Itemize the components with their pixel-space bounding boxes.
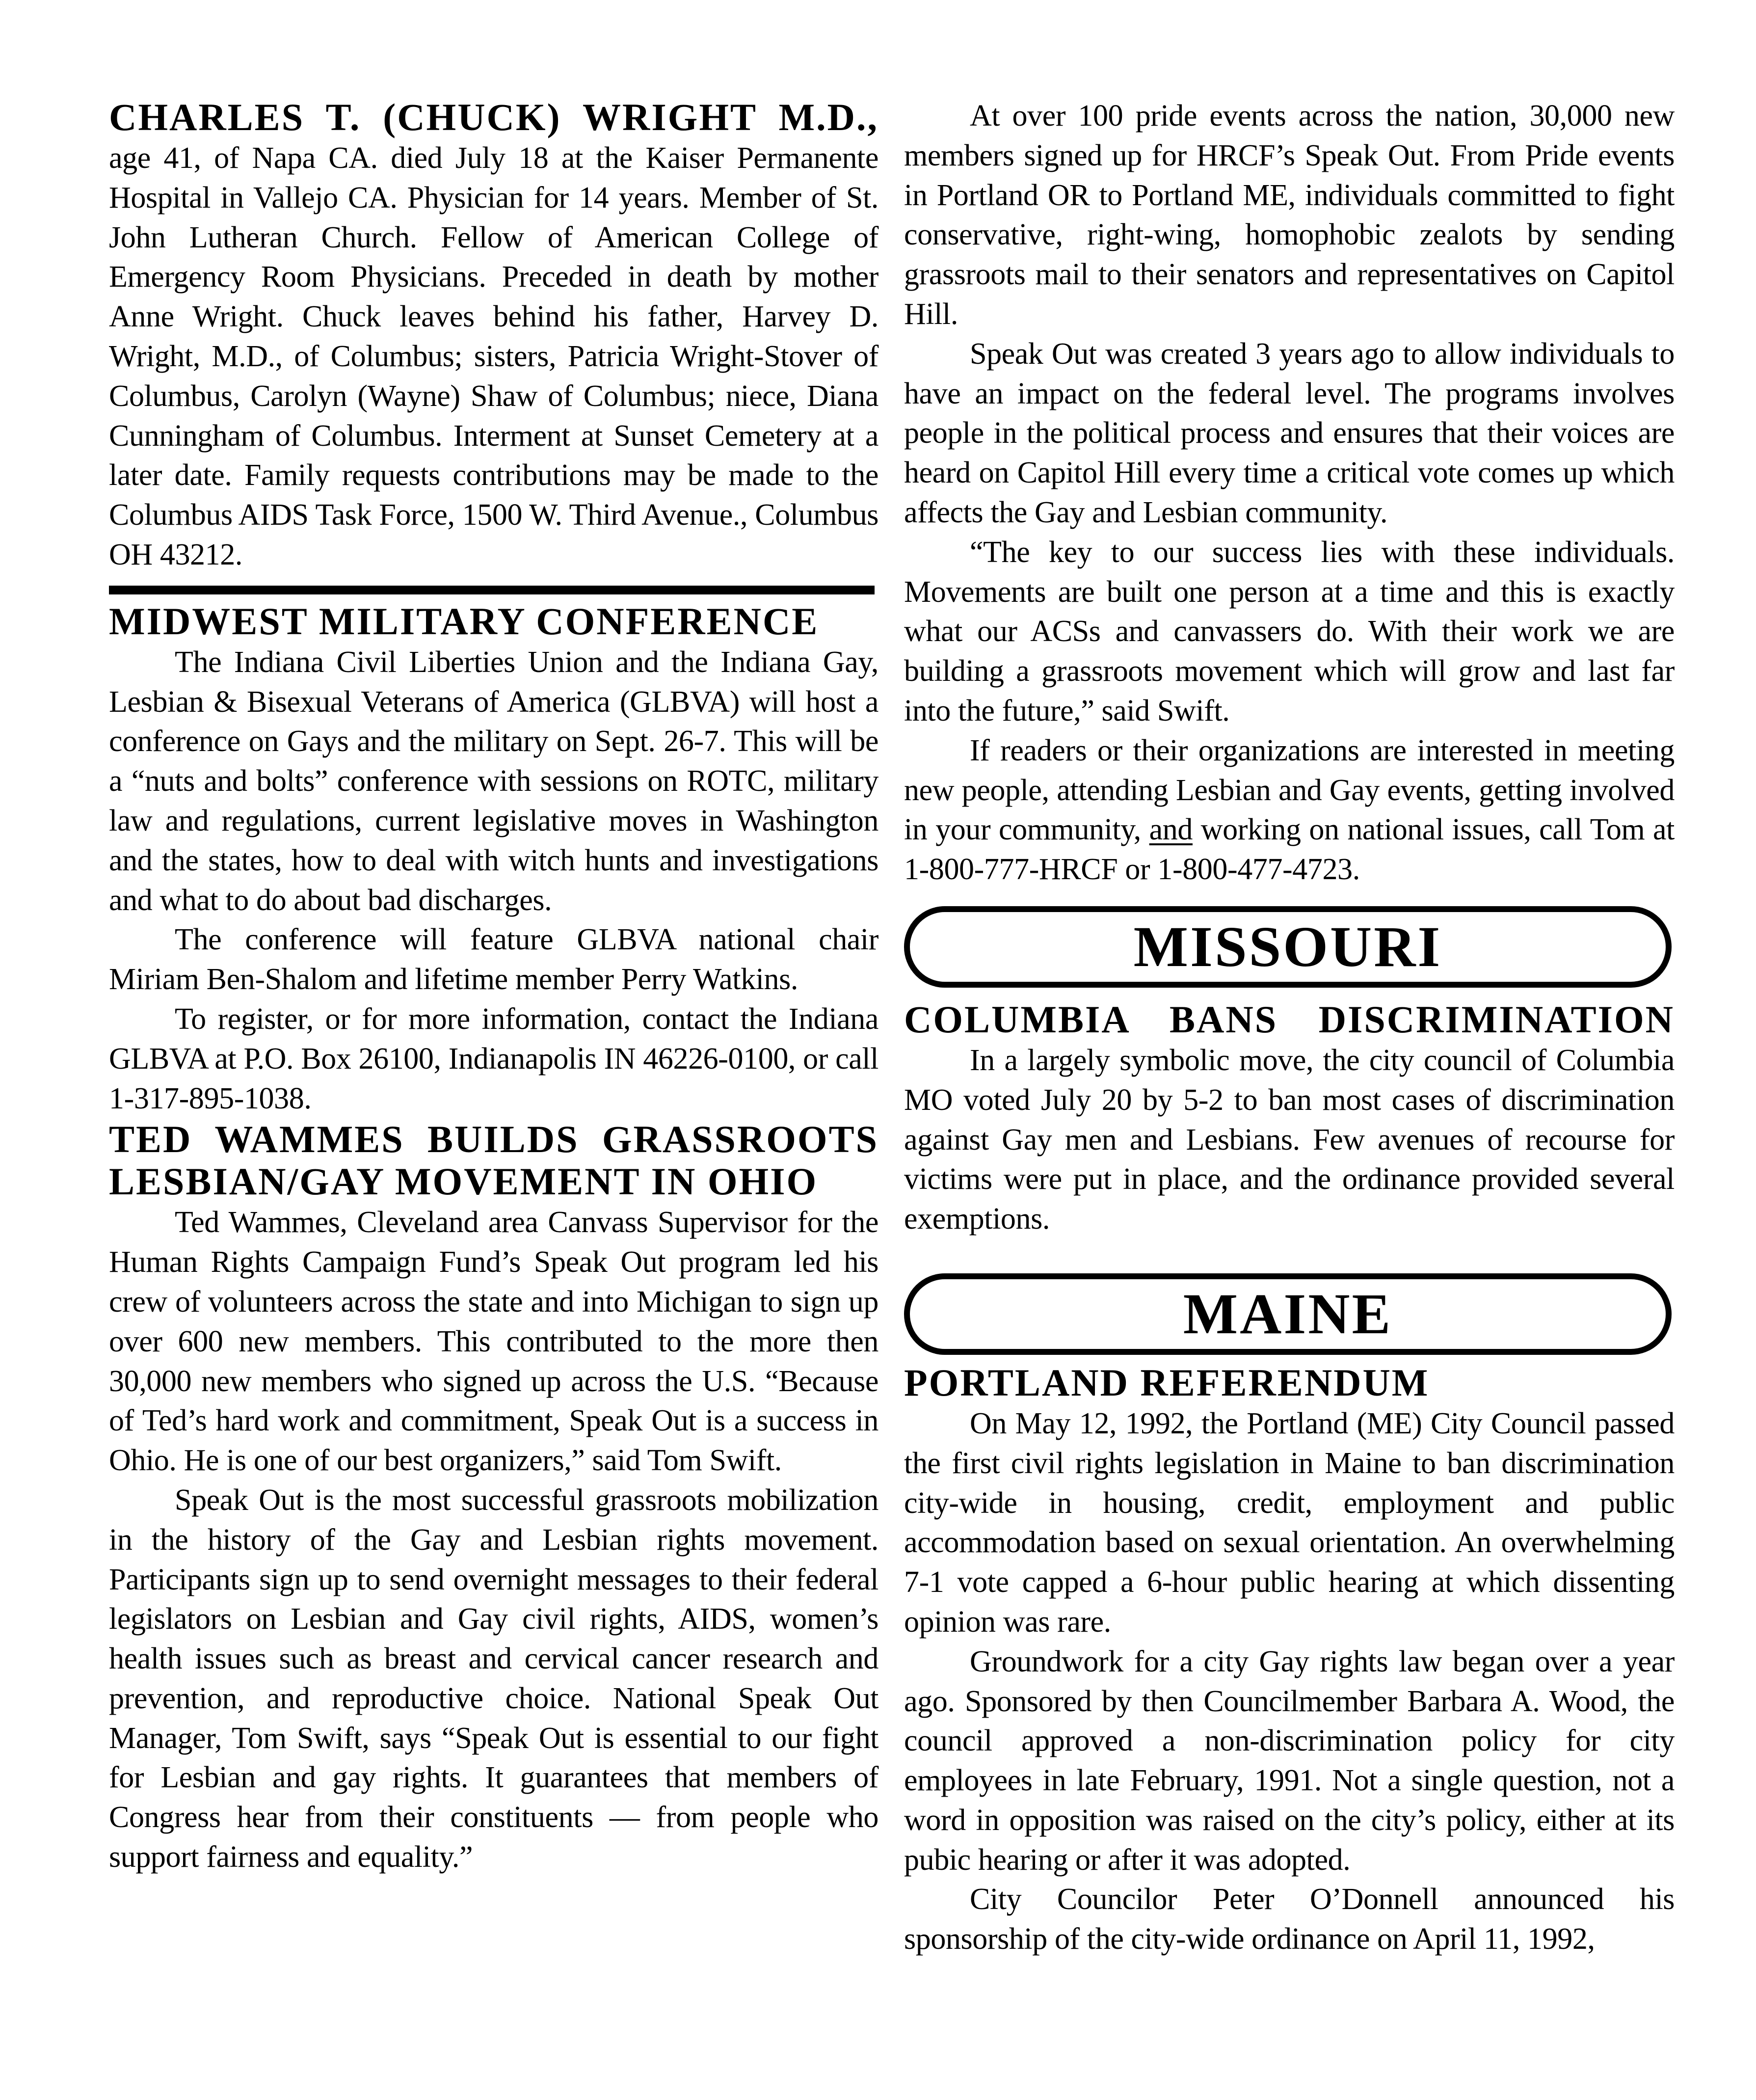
military-conference-headline: MIDWEST MILITARY CONFERENCE [109,599,819,643]
military-conference-paragraph: To register, or for more information, contact the Indiana GLBVA at P.O. Box 26100, Indianapolis IN 46226-0100, or call 1-317-895-1038. [109,1002,878,1115]
speak-out-contact-paragraph [904,731,1675,889]
obituary-headline: CHARLES T. (CHUCK) WRIGHT M.D., [109,96,878,138]
columbia-headline: COLUMBIA BANS DISCRIMINATION [904,997,1675,1041]
ted-wammes-paragraph: Speak Out is the most successful grassroots mobilization in the history of the Gay and Lesbian rights movement. Participants sign up to send overnight messages to their federal legislators on Lesbian and Gay civil rights, AIDS, women’s health issues such as breast and cervical cancer research and prevention, and reproductive choice. National Speak Out Manager, Tom Swift, says “Speak Out is essential to our fight for Lesbian and gay rights. It guarantees that members of Congress hear from their constituents — from people who support fairness and equality.” [109,1483,878,1874]
maine-banner [904,1273,1672,1355]
ted-wammes-headline-line1: TED WAMMES BUILDS GRASSROOTS [109,1118,878,1161]
missouri-banner-label: MISSOURI [1133,914,1442,979]
columbia-paragraph: In a largely symbolic move, the city council of Columbia MO voted July 20 by 5-2 to ban most cases of discrimination against Gay men and Lesbians. Few avenues of recourse for victims were put in place, and the ordinance provided several exemptions. [904,1043,1675,1236]
speak-out-continued-article [904,96,1675,889]
contact-text-after: working on national issues, call Tom at 1-800-777-HRCF or 1-800-477-4723. [904,813,1675,887]
maine-section [904,1273,1675,1959]
obituary-article [109,96,878,575]
contact-text-before: If readers or their organizations are interested in meeting new people, attending Lesbian and Gay events, getting involved in your community, [904,733,1675,847]
speak-out-paragraph: At over 100 pride events across the nation, 30,000 new members signed up for HRCF’s Speak Out. From Pride events in Portland OR to Portland ME, individuals committed to fight conservative, right-wing, homophobic zealots by sending grassroots mail to their senators and representatives on Capitol Hill. [904,99,1675,331]
speak-out-paragraph: Speak Out was created 3 years ago to allow individuals to have an impact on the federal level. The programs involves people in the political process and ensures that their voices are heard on Capitol Hill every time a critical vote comes up which affects the Gay and Lesbian community. [904,337,1675,529]
military-conference-article [109,600,878,1119]
right-column [904,96,1675,1959]
ted-wammes-paragraph: Ted Wammes, Cleveland area Canvass Supervisor for the Human Rights Campaign Fund’s Speak Out program led his crew of volunteers across the state and into Michigan to sign up over 600 new members. This contributed to the more then 30,000 new members who signed up across the U.S. “Because of Ted’s hard work and commitment, Speak Out is a success in Ohio. He is one of our best organizers,” said Tom Swift. [109,1206,878,1478]
military-conference-paragraph: The Indiana Civil Liberties Union and the Indiana Gay, Lesbian & Bisexual Veterans of America (GLBVA) will host a conference on Gays and the military on Sept. 26-7. This will be a “nuts and bolts” conference with sessions on ROTC, military law and regulations, current legislative moves in Washington and the states, how to deal with witch hunts and investigations and what to do about bad discharges. [109,645,878,917]
missouri-banner [904,906,1672,988]
left-column [109,96,878,1877]
portland-paragraph: On May 12, 1992, the Portland (ME) City Council passed the first civil rights legislation in Maine to ban discrimination city-wide in housing, credit, employment and public accommodation based on sexual orientation. An overwhelming 7-1 vote capped a 6-hour public hearing at which dissenting opinion was rare. [904,1406,1675,1639]
obituary-body: age 41, of Napa CA. died July 18 at the Kaiser Permanente Hospital in Vallejo CA. Physician for 14 years. Member of St. John Lutheran Church. Fellow of American College of Emergency Room Physicians. Preceded in death by mother Anne Wright. Chuck leaves behind his father, Harvey D. Wright, M.D., of Columbus; sisters, Patricia Wright-Stover of Columbus, Carolyn (Wayne) Shaw of Columbus; niece, Diana Cunningham of Columbus. Interment at Sunset Cemetery at a later date. Family requests contributions may be made to the Columbus AIDS Task Force, 1500 W. Third Avenue., Columbus OH 43212. [109,141,878,571]
portland-paragraph: Groundwork for a city Gay rights law began over a year ago. Sponsored by then Councilmember Barbara A. Wood, the council approved a non-discrimination policy for city employees in late February, 1991. Not a single question, not a word in opposition was raised on the city’s policy, either at its pubic hearing or after it was adopted. [904,1644,1675,1877]
ted-wammes-headline-line2: LESBIAN/GAY MOVEMENT IN OHIO [109,1160,818,1203]
speak-out-paragraph: “The key to our success lies with these individuals. Movements are built one person at a time and this is exactly what our ACSs and canvassers do. With their work we are building a grassroots movement which will grow and last far into the future,” said Swift. [904,535,1675,727]
portland-paragraph: City Councilor Peter O’Donnell announced his sponsorship of the city-wide ordinance on April 11, 1992, [904,1883,1675,1956]
portland-headline: PORTLAND REFERENDUM [904,1361,1430,1404]
contact-underlined-word: and [1149,813,1193,847]
missouri-section [904,906,1675,1239]
ted-wammes-article [109,1118,878,1877]
maine-banner-label: MAINE [1183,1281,1393,1346]
section-divider-rule [109,586,875,594]
military-conference-paragraph: The conference will feature GLBVA national chair Miriam Ben-Shalom and lifetime member Perry Watkins. [109,923,878,996]
